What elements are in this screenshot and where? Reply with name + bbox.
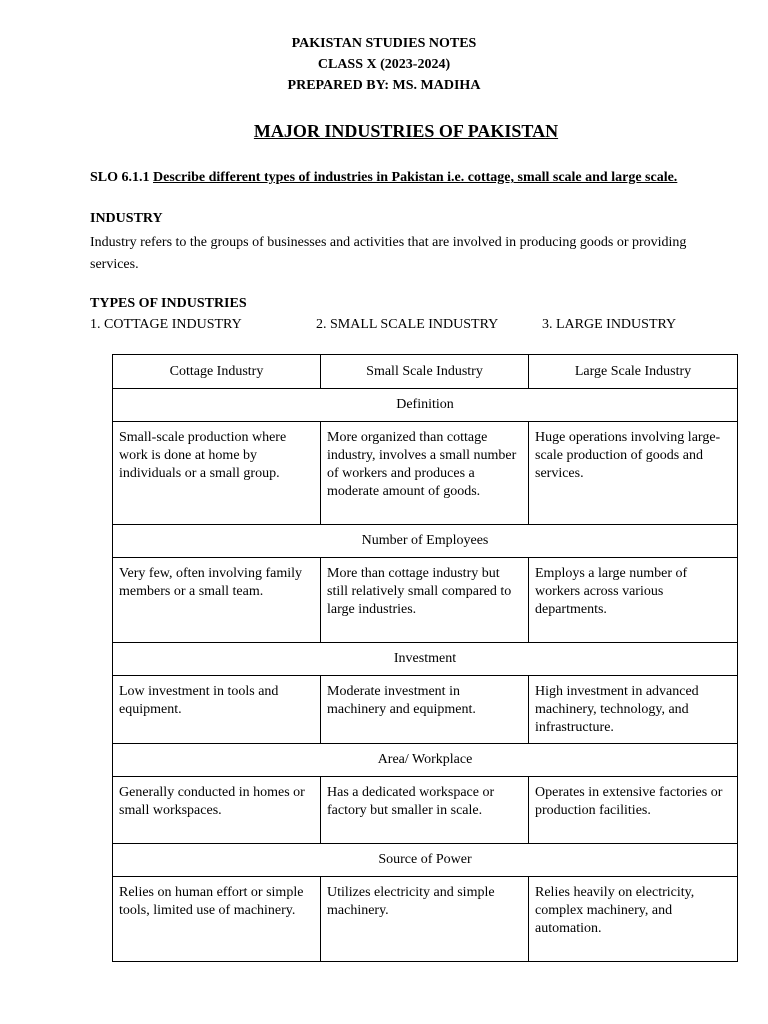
- table-cell: Low investment in tools and equipment.: [113, 676, 321, 744]
- table-cell: Employs a large number of workers across various departments.: [529, 558, 738, 643]
- notes-title: PAKISTAN STUDIES NOTES: [291, 36, 477, 51]
- type-item-large: 3. LARGE INDUSTRY: [542, 317, 677, 332]
- slo-code: SLO 6.1.1: [90, 170, 150, 185]
- category-label: Source of Power: [113, 844, 738, 877]
- slo-text: Describe different types of industries in Pakistan i.e. cottage, small scale and large scale.: [153, 170, 678, 185]
- table-cell: Relies heavily on electricity, complex machinery, and automation.: [529, 877, 738, 962]
- table-row: [113, 777, 738, 844]
- table-row: [113, 676, 738, 744]
- category-row-investment: [113, 643, 738, 676]
- table-cell: Operates in extensive factories or production facilities.: [529, 777, 738, 844]
- category-label: Investment: [113, 643, 738, 676]
- table-header-row: [113, 355, 738, 389]
- category-label: Area/ Workplace: [113, 744, 738, 777]
- types-heading: TYPES OF INDUSTRIES: [90, 296, 247, 311]
- table-cell: Generally conducted in homes or small workspaces.: [113, 777, 321, 844]
- table-cell: Has a dedicated workspace or factory but smaller in scale.: [321, 777, 529, 844]
- table-cell: Utilizes electricity and simple machinery.: [321, 877, 529, 962]
- class-label: CLASS X (2023-2024): [317, 57, 451, 72]
- table-row: [113, 558, 738, 643]
- table-row: [113, 877, 738, 962]
- category-row-power: [113, 844, 738, 877]
- table-cell: More organized than cottage industry, involves a small number of workers and produces a moderate amount of goods.: [321, 422, 529, 525]
- table-cell: Very few, often involving family members or a small team.: [113, 558, 321, 643]
- slo-statement: [90, 169, 750, 187]
- table-cell: More than cottage industry but still relatively small compared to large industries.: [321, 558, 529, 643]
- category-row-employees: [113, 525, 738, 558]
- column-header-cottage: Cottage Industry: [113, 355, 321, 389]
- category-row-definition: [113, 389, 738, 422]
- type-item-cottage: 1. COTTAGE INDUSTRY: [90, 317, 242, 332]
- category-label: Number of Employees: [113, 525, 738, 558]
- prepared-by: PREPARED BY: MS. MADIHA: [287, 78, 481, 93]
- industry-heading: INDUSTRY: [90, 211, 163, 226]
- table-cell: Small-scale production where work is done at home by individuals or a small group.: [113, 422, 321, 525]
- table-row: [113, 422, 738, 525]
- column-header-small-scale: Small Scale Industry: [321, 355, 529, 389]
- column-header-large-scale: Large Scale Industry: [529, 355, 738, 389]
- type-item-small-scale: 2. SMALL SCALE INDUSTRY: [316, 317, 499, 332]
- category-label: Definition: [113, 389, 738, 422]
- page-title: MAJOR INDUSTRIES OF PAKISTAN: [253, 121, 559, 141]
- table-cell: Huge operations involving large-scale production of goods and services.: [529, 422, 738, 525]
- table-cell: High investment in advanced machinery, technology, and infrastructure.: [529, 676, 738, 744]
- table-cell: Moderate investment in machinery and equipment.: [321, 676, 529, 744]
- category-row-workplace: [113, 744, 738, 777]
- table-cell: Relies on human effort or simple tools, limited use of machinery.: [113, 877, 321, 962]
- industry-comparison-table: [112, 354, 738, 962]
- industry-definition: Industry refers to the groups of businesses and activities that are involved in producing goods or providing services.: [90, 235, 687, 272]
